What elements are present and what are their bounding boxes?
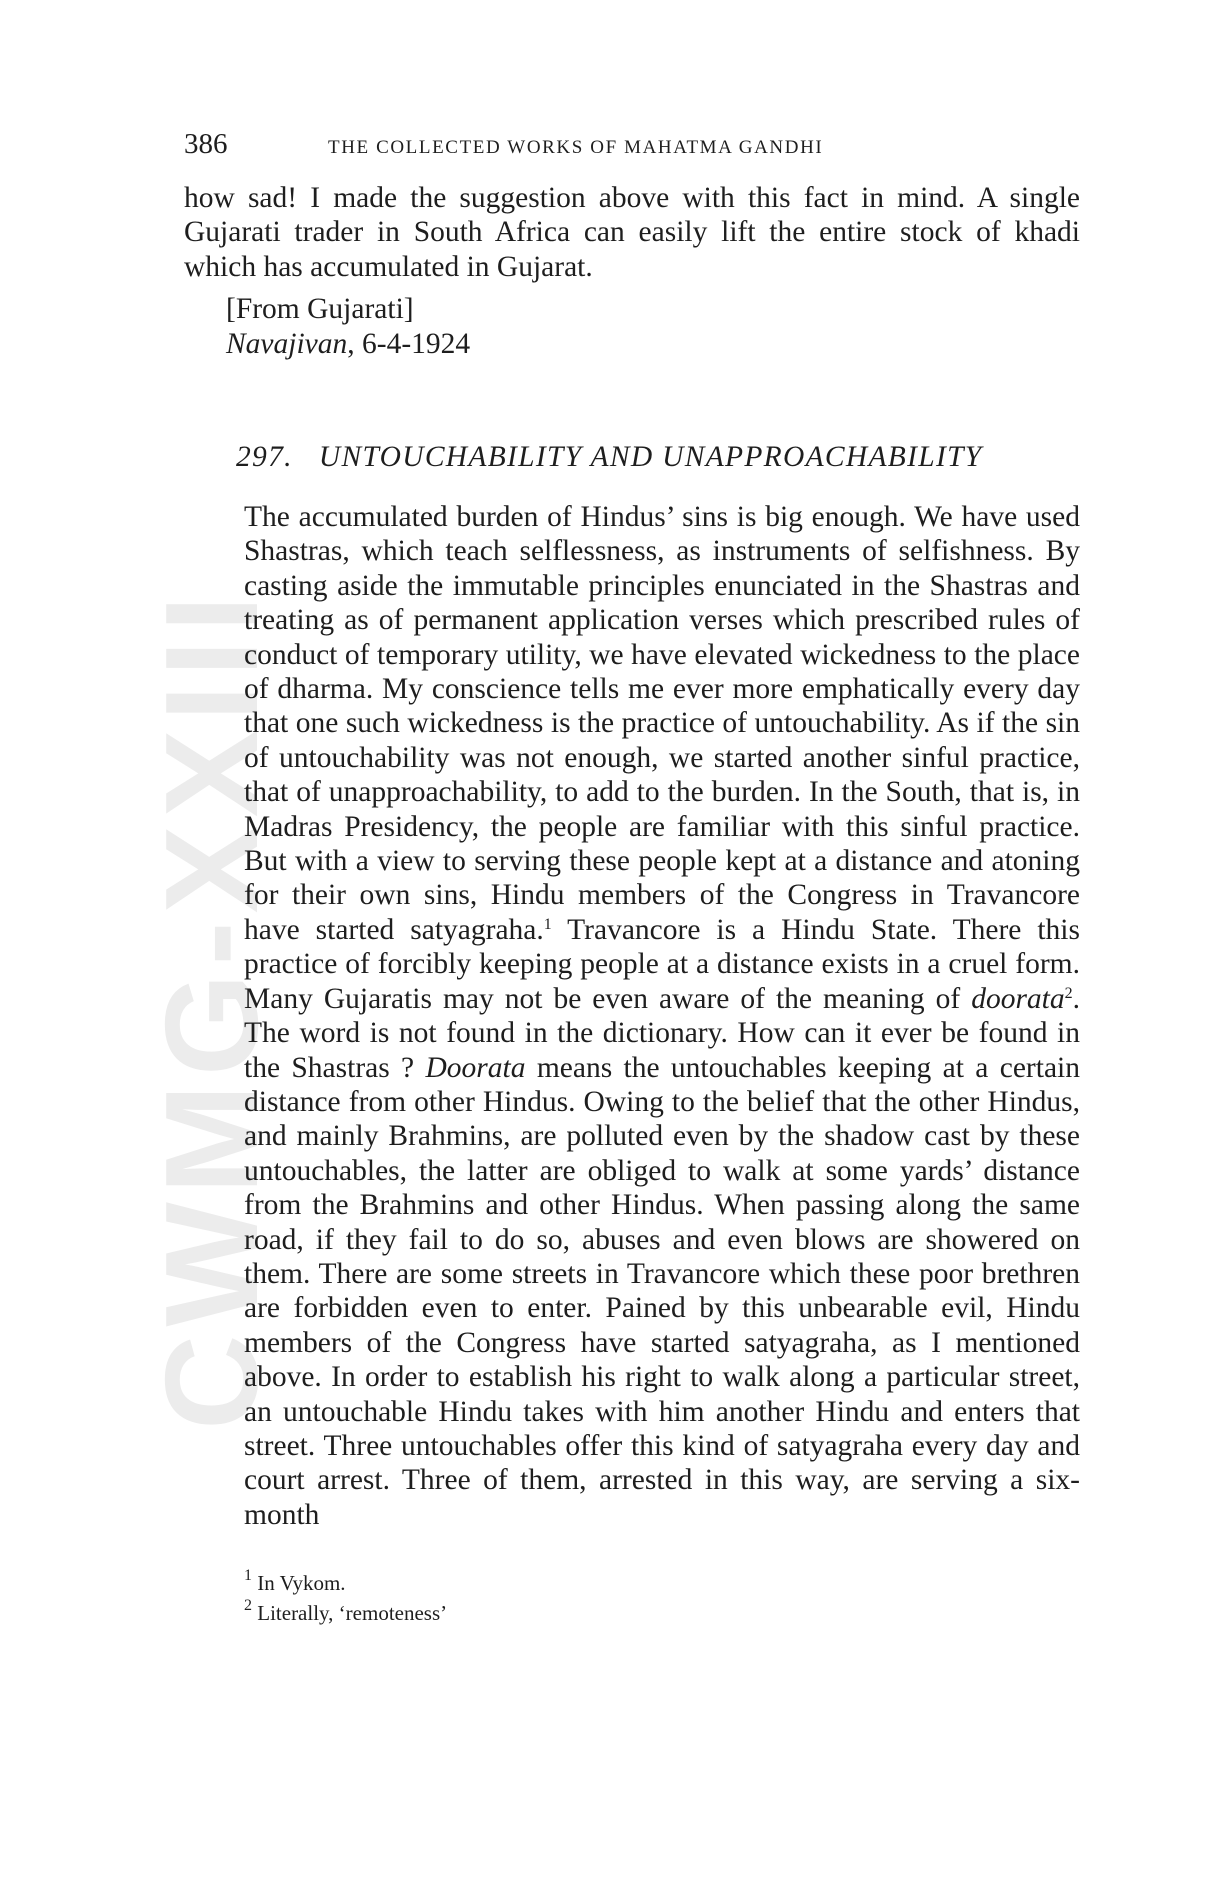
footnote-marker: 2 [244, 1597, 252, 1614]
publication-name: Navajivan [226, 328, 348, 360]
footnotes [244, 1568, 447, 1628]
page-number: 386 [184, 128, 228, 160]
article-text: Travancore is a Hindu State. There this practice of forcibly keeping people at a distance exists in a cruel form. Many Gujaratis may not be even aware of the meaning of [244, 913, 1080, 1015]
footnote-item [244, 1568, 447, 1598]
continuation-paragraph [184, 181, 1080, 284]
running-head: THE COLLECTED WORKS OF MAHATMA GANDHI [328, 137, 824, 158]
footnote-item [244, 1598, 447, 1628]
section-number: 297. [236, 441, 293, 473]
footnote-text: In Vykom. [252, 1571, 346, 1595]
italic-term: doorata [971, 982, 1065, 1015]
footnote-ref-1: 1 [543, 915, 552, 933]
source-citation [226, 327, 470, 361]
footnote-marker: 1 [244, 1567, 252, 1584]
article-text: . The word is not found in the dictionary. How can it ever be found in the Shastras ? [244, 982, 1080, 1084]
footnote-ref-2: 2 [1064, 984, 1073, 1002]
italic-term: Doorata [425, 1051, 526, 1084]
article-paragraph [184, 500, 1080, 1532]
section-title: UNTOUCHABILITY AND UNAPPROACHABILITY [318, 441, 983, 473]
article-text: means the untouchables keeping at a certain distance from other Hindus. Owing to the belief that the other Hindus, and mainly Brahmins, are polluted even by the shadow cast by these untouchables, the latter are obliged to walk at some yards’ distance from the Brahmins and other Hindus. When passing along the same road, if they fail to do so, abuses and even blows are showered on them. There are some streets in Travancore which these poor brethren are forbidden even to enter. Pained by this unbearable evil, Hindu members of the Congress have started satyagraha, as I mentioned above. In order to establish his right to walk along a particular street, an untouchable Hindu takes with him another Hindu and enters that street. Three untouchables offer this kind of satyagraha every day and court arrest. Three of them, arrested in this way, are serving a six-month [244, 1051, 1080, 1531]
article-body [184, 500, 1080, 1532]
watermark-text: CWMG-XXIII [138, 587, 285, 1430]
continuation-text: how sad! I made the suggestion above with this fact in mind. A single Gujarati trader in South Africa can easily lift the entire stock of khadi which has accumulated in Gujarat. [184, 182, 1080, 283]
section-heading [236, 441, 983, 474]
publication-date: , 6-4-1924 [347, 328, 471, 360]
page-header [184, 128, 1080, 168]
source-language-note: [From Gujarati] [226, 293, 414, 325]
footnote-text: Literally, ‘remoteness’ [252, 1601, 448, 1625]
article-text: The accumulated burden of Hindus’ sins is big enough. We have used Shastras, which teach selflessness, as instruments of selfishness. By casting aside the immutable principles enunciated in the Shastras and treating as of permanent application verses which prescribed rules of conduct of temporary utility, we have elevated wickedness to the place of dharma. My conscience tells me ever more emphatically every day that one such wickedness is the practice of untouchability. As if the sin of untouchability was not enough, we started another sinful practice, that of unapproachability, to add to the burden. In the South, that is, in Madras Presidency, the people are familiar with this sinful practice. But with a view to serving these people kept at a distance and atoning for their own sins, Hindu members of the Congress in Travancore have started satyagraha. [244, 501, 1080, 946]
